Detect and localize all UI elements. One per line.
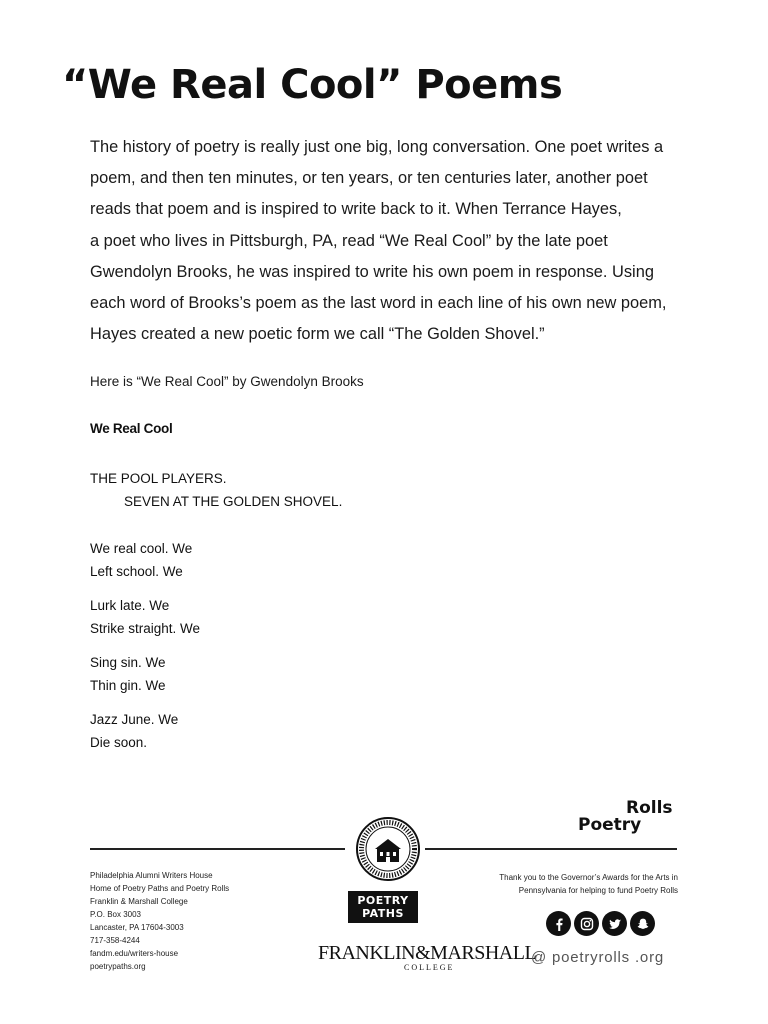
poem-lead-in: Here is “We Real Cool” by Gwendolyn Brooks [90, 374, 364, 389]
address-line: 717-358-4244 [90, 936, 140, 945]
intro-line: The history of poetry is really just one big, long conversation. One poet writes a [90, 138, 664, 156]
poetry-rolls-logo-poetry: Poetry [578, 815, 642, 835]
epigraph-line: THE POOL PLAYERS. [90, 471, 227, 486]
address-line: Lancaster, PA 17604-3003 [90, 923, 184, 932]
poem-line: Thin gin. We [90, 678, 166, 693]
intro-line: poem, and then ten minutes, or ten years, or ten centuries later, another poet [90, 169, 648, 188]
facebook-icon[interactable] [546, 911, 571, 936]
poem-stanza [90, 708, 178, 754]
poem-line: Lurk late. We [90, 598, 170, 613]
epigraph-line: SEVEN AT THE GOLDEN SHOVEL. [124, 494, 343, 509]
poetry-paths-logo [348, 891, 418, 923]
poetry-rolls-logo-rolls: Rolls [626, 798, 673, 818]
footer-divider-left [90, 848, 345, 850]
poem-line: Die soon. [90, 735, 148, 750]
twitter-icon[interactable] [602, 911, 627, 936]
intro-line: reads that poem and is inspired to write back to it. When Terrance Hayes, [90, 200, 622, 219]
address-block [90, 869, 229, 973]
snapchat-icon[interactable] [630, 911, 655, 936]
address-link-writers-house[interactable]: fandm.edu/writers-house [90, 949, 179, 958]
poem-stanza [90, 594, 200, 640]
fm-logo-name: FRANKLIN&MARSHALL [318, 942, 537, 964]
fm-logo-sub: COLLEGE [404, 963, 455, 972]
poem-stanza [90, 537, 192, 583]
social-icons [546, 911, 655, 936]
address-line: P.O. Box 3003 [90, 910, 141, 919]
address-line: Home of Poetry Paths and Poetry Rolls [90, 884, 230, 893]
poem-line: Strike straight. We [90, 621, 201, 636]
intro-line: a poet who lives in Pittsburgh, PA, read “We Real Cool” by the late poet [90, 231, 608, 250]
address-link-poetrypaths[interactable]: poetrypaths.org [90, 962, 146, 971]
poem-epigraph [90, 467, 342, 513]
poem-line: Jazz June. We [90, 712, 179, 727]
instagram-icon[interactable] [574, 911, 599, 936]
poetry-paths-line1: POETRY [357, 894, 409, 907]
poem-title: We Real Cool [90, 421, 173, 436]
thanks-note [440, 871, 678, 897]
address-line: Franklin & Marshall College [90, 897, 188, 906]
website-handle[interactable]: @ poetryrolls .org [531, 949, 665, 966]
poem-line: Sing sin. We [90, 655, 166, 670]
intro-line: each word of Brooks’s poem as the last word in each line of his own new poem, [90, 294, 667, 313]
poetry-paths-line2: PATHS [362, 907, 404, 920]
thanks-line: Pennsylvania for helping to fund Poetry Rolls [518, 886, 678, 895]
address-line: Philadelphia Alumni Writers House [90, 871, 213, 880]
thanks-line: Thank you to the Governor’s Awards for the Arts in [499, 873, 678, 882]
page-title: “We Real Cool” Poems [62, 62, 563, 108]
footer-divider-right [425, 848, 677, 850]
intro-line: Gwendolyn Brooks, he was inspired to write his own poem in response. Using [90, 262, 654, 281]
poem-line: We real cool. We [90, 541, 193, 556]
poem-stanza [90, 651, 166, 697]
writers-house-seal-icon [355, 816, 421, 882]
intro-line: Hayes created a new poetic form we call “The Golden Shovel.” [90, 325, 545, 344]
intro-paragraph [90, 132, 690, 350]
poem-line: Left school. We [90, 564, 183, 579]
